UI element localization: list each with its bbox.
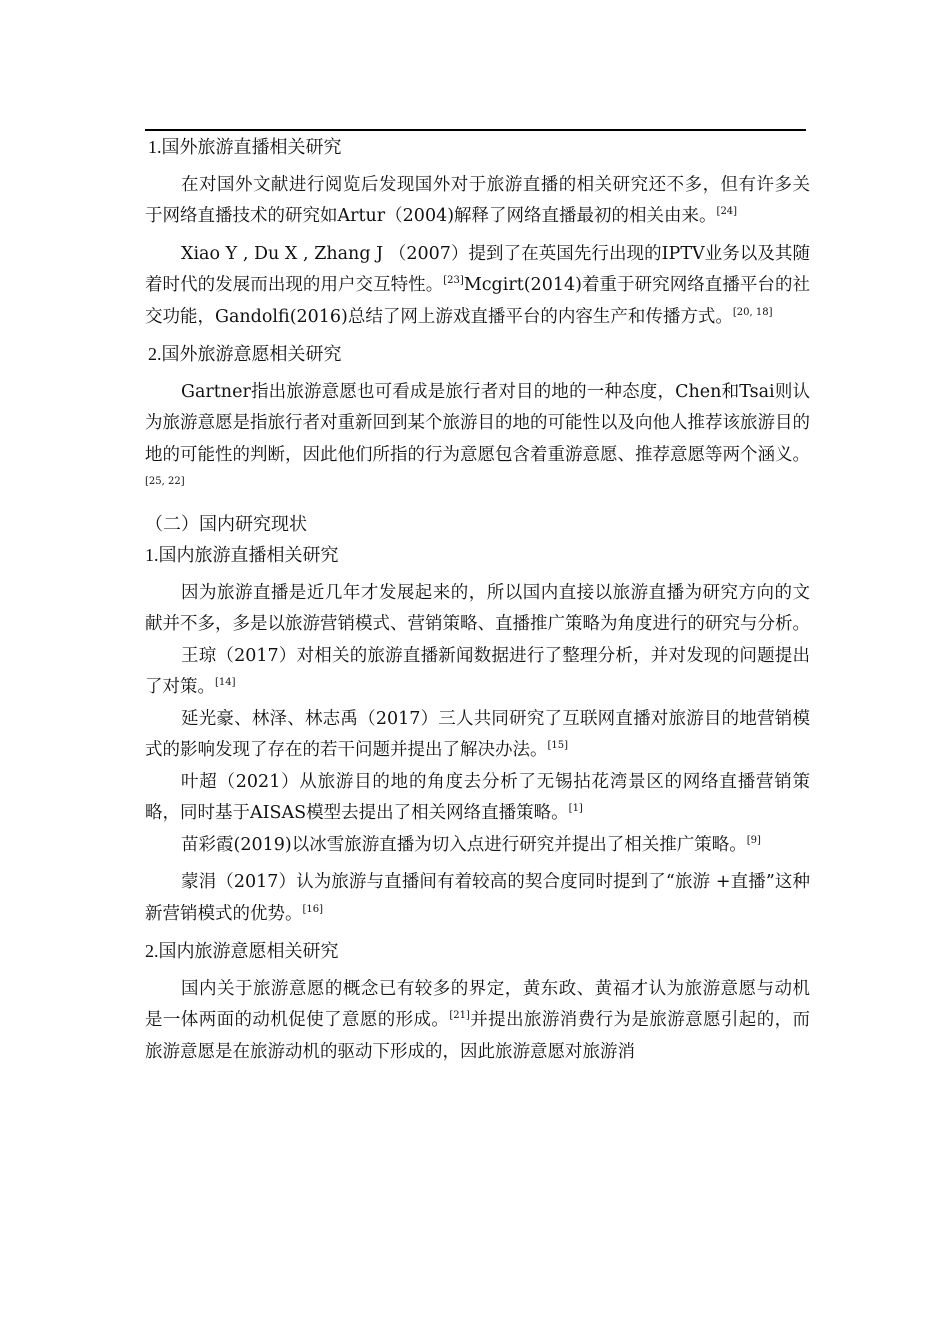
citation: [16] <box>302 903 324 915</box>
heading-domestic-live-research: 1.国内旅游直播相关研究 <box>145 545 339 565</box>
heading-domestic-intention-research: 2.国内旅游意愿相关研究 <box>145 941 339 961</box>
heading-foreign-live-research: 1.国外旅游直播相关研究 <box>148 137 342 157</box>
paragraph-gartner: Gartner指出旅游意愿也可看成是旅行者对目的地的一种态度，Chen和Tsai则认为旅游意愿是指旅行者对重新回到某个旅游目的地的可能性以及向他人推荐该旅游目的地的可能性的判断，因此他们所指的行为意愿包含着重游意愿、推荐意愿等两个涵义。[25, 22] <box>145 381 810 487</box>
paragraph-miaocaixia: 苗彩霞(2019)以冰雪旅游直播为切入点进行研究并提出了相关推广策略。[9] <box>181 834 761 855</box>
citation: [14] <box>215 677 236 688</box>
paragraph-yechao: 叶超（2021）从旅游目的地的角度去分析了无锡拈花湾景区的网络直播营销策略，同时基于AISAS模型去提出了相关网络直播策略。[1] <box>145 771 810 823</box>
heading-foreign-intention-research: 2.国外旅游意愿相关研究 <box>148 344 342 364</box>
paragraph-huangdongzheng: 国内关于旅游意愿的概念已有较多的界定，黄东政、黄福才认为旅游意愿与动机是一体两面的动机促使了意愿的形成。[21]并提出旅游消费行为是旅游意愿引起的，而旅游意愿是在旅游动机的驱动下形成的，因此旅游意愿对旅游消 <box>145 978 811 1062</box>
citation: [23] <box>443 275 464 286</box>
citation: [24] <box>716 206 738 217</box>
citation: [1] <box>568 803 583 814</box>
heading-domestic-status: （二）国内研究现状 <box>145 513 307 534</box>
citation: [21] <box>449 1010 470 1021</box>
paragraph-artur: 在对国外文献进行阅览后发现国外对于旅游直播的相关研究还不多，但有许多关于网络直播技术的研究如Artur（2004)解释了网络直播最初的相关由来。[24] <box>145 174 810 226</box>
paragraph-xiao: Xiao Y , Du X , Zhang J （2007）提到了在英国先行出现的IPTV业务以及其随着时代的发展而出现的用户交互特性。[23]Mcgirt(2014)着重于研究网络直播平台的社交功能，Gandolfi(2016)总结了网上游戏直播平台的内容生产和传播方式。[20, 18] <box>145 243 811 327</box>
citation: [20, 18] <box>732 306 773 318</box>
paragraph-wangqiong: 王琼（2017）对相关的旅游直播新闻数据进行了整理分析，并对发现的问题提出了对策。[14] <box>145 645 810 697</box>
citation: [25, 22] <box>145 476 185 487</box>
citation: [9] <box>746 834 761 846</box>
paragraph-domestic-intro: 因为旅游直播是近几年才发展起来的，所以国内直接以旅游直播为研究方向的文献并不多，多是以旅游营销模式、营销策略、直播推广策略为角度进行的研究与分析。 <box>145 582 810 634</box>
document-body <box>145 132 810 1068</box>
header-rule <box>145 129 806 131</box>
citation: [15] <box>547 740 569 751</box>
paragraph-mengjuan: 蒙涓（2017）认为旅游与直播间有着较高的契合度同时提到了“旅游 +直播”这种新营销模式的优势。[16] <box>145 872 810 924</box>
paragraph-yanguanghao: 延光豪、林泽、林志禹（2017）三人共同研究了互联网直播对旅游目的地营销模式的影响发现了存在的若干问题并提出了解决办法。[15] <box>145 708 810 760</box>
